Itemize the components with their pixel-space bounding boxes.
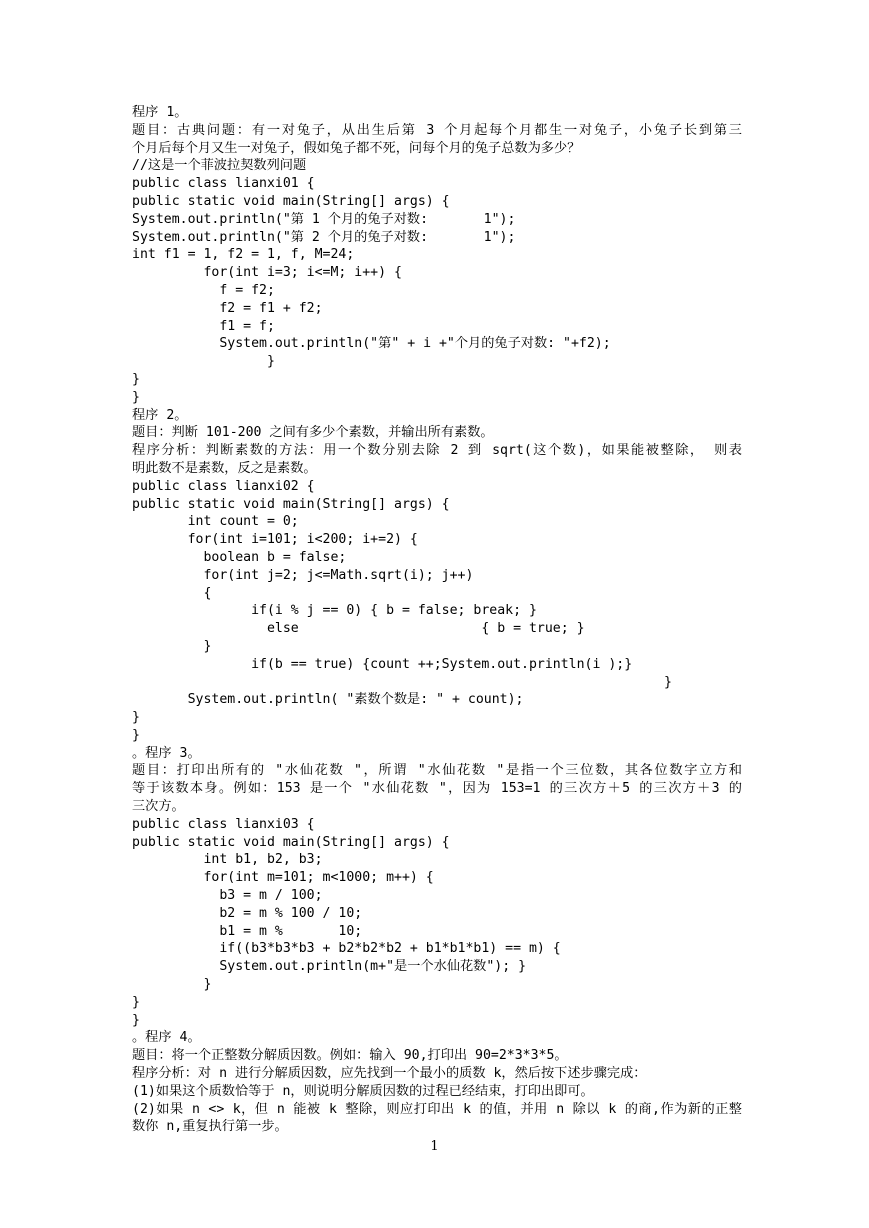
text-line: {: [132, 585, 212, 601]
text-line: }: [132, 371, 140, 387]
text-line: System.out.println("第 1 个月的兔子对数: 1");: [132, 211, 516, 227]
text-line: public static void main(String[] args) {: [132, 496, 450, 512]
text-line: 程序分析：对 n 进行分解质因数，应先找到一个最小的质数 k，然后按下述步骤完成：: [132, 1066, 647, 1082]
text-line: for(int i=3; i<=M; i++) {: [132, 265, 402, 281]
text-line: f = f2;: [132, 282, 275, 298]
text-line: b3 = m / 100;: [132, 888, 323, 904]
text-line: if((b3*b3*b3 + b2*b2*b2 + b1*b1*b1) == m) {: [132, 941, 561, 957]
text-line: 等于该数本身。例如：153 是一个 "水仙花数 "，因为 153=1 的三次方＋5 的三次方＋3 的: [132, 781, 742, 797]
text-line: 程序分析：判断素数的方法：用一个数分别去除 2 到 sqrt(这个数)，如果能被整除， 则表: [132, 443, 742, 459]
text-line: }: [132, 994, 140, 1010]
text-line: 。程序 3。: [132, 745, 201, 761]
text-line: public class lianxi01 {: [132, 176, 315, 192]
text-line: b2 = m % 100 / 10;: [132, 905, 363, 921]
text-line: 程序 1。: [132, 105, 188, 120]
text-line: }: [132, 977, 212, 993]
text-line: public static void main(String[] args) {: [132, 193, 450, 209]
text-line: 题目：打印出所有的 "水仙花数 "，所谓 "水仙花数 "是指一个三位数，其各位数字立方和: [132, 763, 742, 779]
text-line: public static void main(String[] args) {: [132, 834, 450, 850]
text-line: System.out.println(m+"是一个水仙花数"); }: [132, 959, 527, 975]
text-line: if(b == true) {count ++;System.out.println(i );}: [132, 656, 633, 672]
text-line: }: [132, 638, 212, 654]
text-line: //这是一个菲波拉契数列问题: [132, 158, 307, 174]
text-line: }: [132, 389, 140, 405]
document-body: [132, 104, 742, 1136]
text-line: 个月后每个月又生一对兔子，假如兔子都不死，问每个月的兔子总数为多少？: [132, 140, 581, 156]
text-line: System.out.println("第" + i +"个月的兔子对数: "+f2);: [132, 336, 611, 352]
text-line: }: [132, 710, 140, 726]
text-line: (1)如果这个质数恰等于 n，则说明分解质因数的过程已经结束，打印出即可。: [132, 1083, 594, 1099]
text-line: 题目：古典问题：有一对兔子，从出生后第 3 个月起每个月都生一对兔子，小兔子长到第三: [132, 122, 742, 138]
text-line: else { b = true; }: [132, 621, 585, 637]
text-line: for(int j=2; j<=Math.sqrt(i); j++): [132, 567, 474, 583]
text-line: }: [132, 354, 275, 370]
text-line: (2)如果 n <> k，但 n 能被 k 整除，则应打印出 k 的值，并用 n 除以 k 的商,作为新的正整: [132, 1101, 742, 1117]
text-line: }: [132, 1012, 140, 1028]
page-number: 1: [430, 1139, 439, 1154]
text-line: int count = 0;: [132, 514, 299, 530]
text-line: System.out.println("第 2 个月的兔子对数: 1");: [132, 229, 516, 245]
text-line: 题目：将一个正整数分解质因数。例如：输入 90,打印出 90=2*3*3*5。: [132, 1048, 568, 1064]
text-line: boolean b = false;: [132, 549, 347, 565]
text-line: 明此数不是素数，反之是素数。: [132, 460, 317, 476]
text-line: for(int m=101; m<1000; m++) {: [132, 870, 434, 886]
text-line: int b1, b2, b3;: [132, 852, 323, 868]
text-line: 三次方。: [132, 799, 185, 815]
text-line: public class lianxi03 {: [132, 816, 315, 832]
text-line: }: [132, 727, 140, 743]
text-line: public class lianxi02 {: [132, 478, 315, 494]
text-line: }: [132, 674, 672, 690]
text-line: if(i % j == 0) { b = false; break; }: [132, 603, 537, 619]
text-line: f1 = f;: [132, 318, 275, 334]
text-line: f2 = f1 + f2;: [132, 300, 323, 316]
text-line: 数你 n,重复执行第一步。: [132, 1119, 288, 1135]
text-line: for(int i=101; i<200; i+=2) {: [132, 532, 418, 548]
text-line: 。程序 4。: [132, 1030, 201, 1046]
text-line: 题目：判断 101-200 之间有多少个素数，并输出所有素数。: [132, 425, 494, 441]
text-line: System.out.println( "素数个数是: " + count);: [132, 692, 524, 708]
text-line: 程序 2。: [132, 407, 188, 423]
text-line: int f1 = 1, f2 = 1, f, M=24;: [132, 247, 355, 263]
text-line: b1 = m % 10;: [132, 923, 363, 939]
